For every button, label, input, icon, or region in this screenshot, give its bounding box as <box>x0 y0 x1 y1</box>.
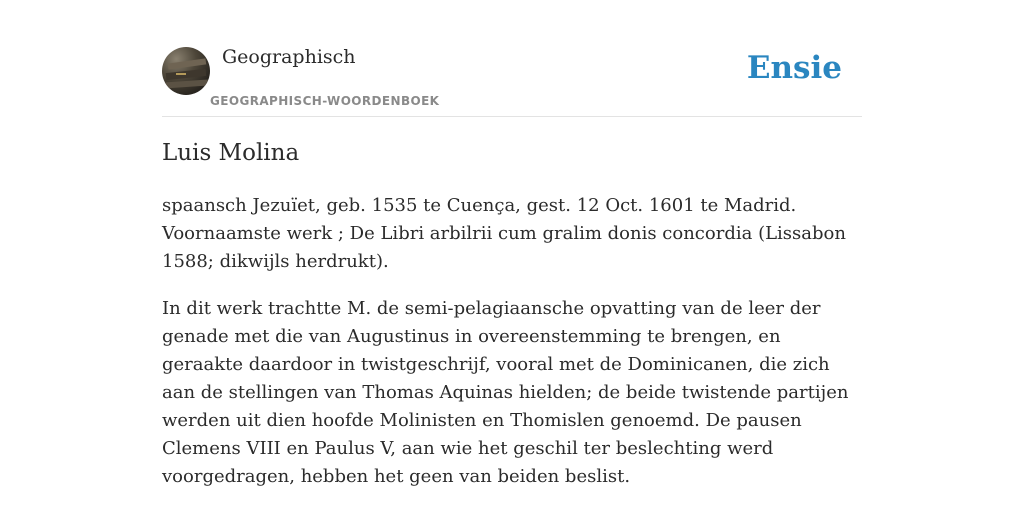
brand-logo-link[interactable]: Ensie <box>746 50 842 86</box>
book-spine-decoration <box>168 58 206 69</box>
book-title-decoration <box>176 73 186 75</box>
source-slug-link[interactable]: GEOGRAPHISCH-WOORDENBOEK <box>210 94 440 108</box>
article-body <box>162 192 862 510</box>
source-avatar[interactable] <box>162 47 210 95</box>
page <box>162 0 862 512</box>
book-spine-decoration <box>164 79 208 88</box>
source-name-link[interactable]: Geographisch <box>222 46 356 68</box>
book-spine-decoration <box>166 69 207 80</box>
article-paragraph: In dit werk trachtte M. de semi-pelagiaansche opvatting van de leer der genade met die van Augustinus in overeenstemming te brengen, en geraakte daardoor in twistgeschrijf, vooral met de Dominicanen, die zich aan de stellingen van Thomas Aquinas hielden; de beide twistende partijen werden uit dien hoofde Molinisten en Thomislen genoemd. De pausen Clemens VIII en Paulus V, aan wie het geschil ter beslechting werd voorgedragen, hebben het geen van beiden beslist. <box>162 298 849 487</box>
article-title: Luis Molina <box>162 140 300 166</box>
article-paragraph: spaansch Jezuïet, geb. 1535 te Cuença, gest. 12 Oct. 1601 te Madrid. Voornaamste werk ; De Libri arbilrii cum gralim donis concordia (Lissabon 1588; dikwijls herdrukt). <box>162 195 846 272</box>
source-header <box>162 0 862 117</box>
